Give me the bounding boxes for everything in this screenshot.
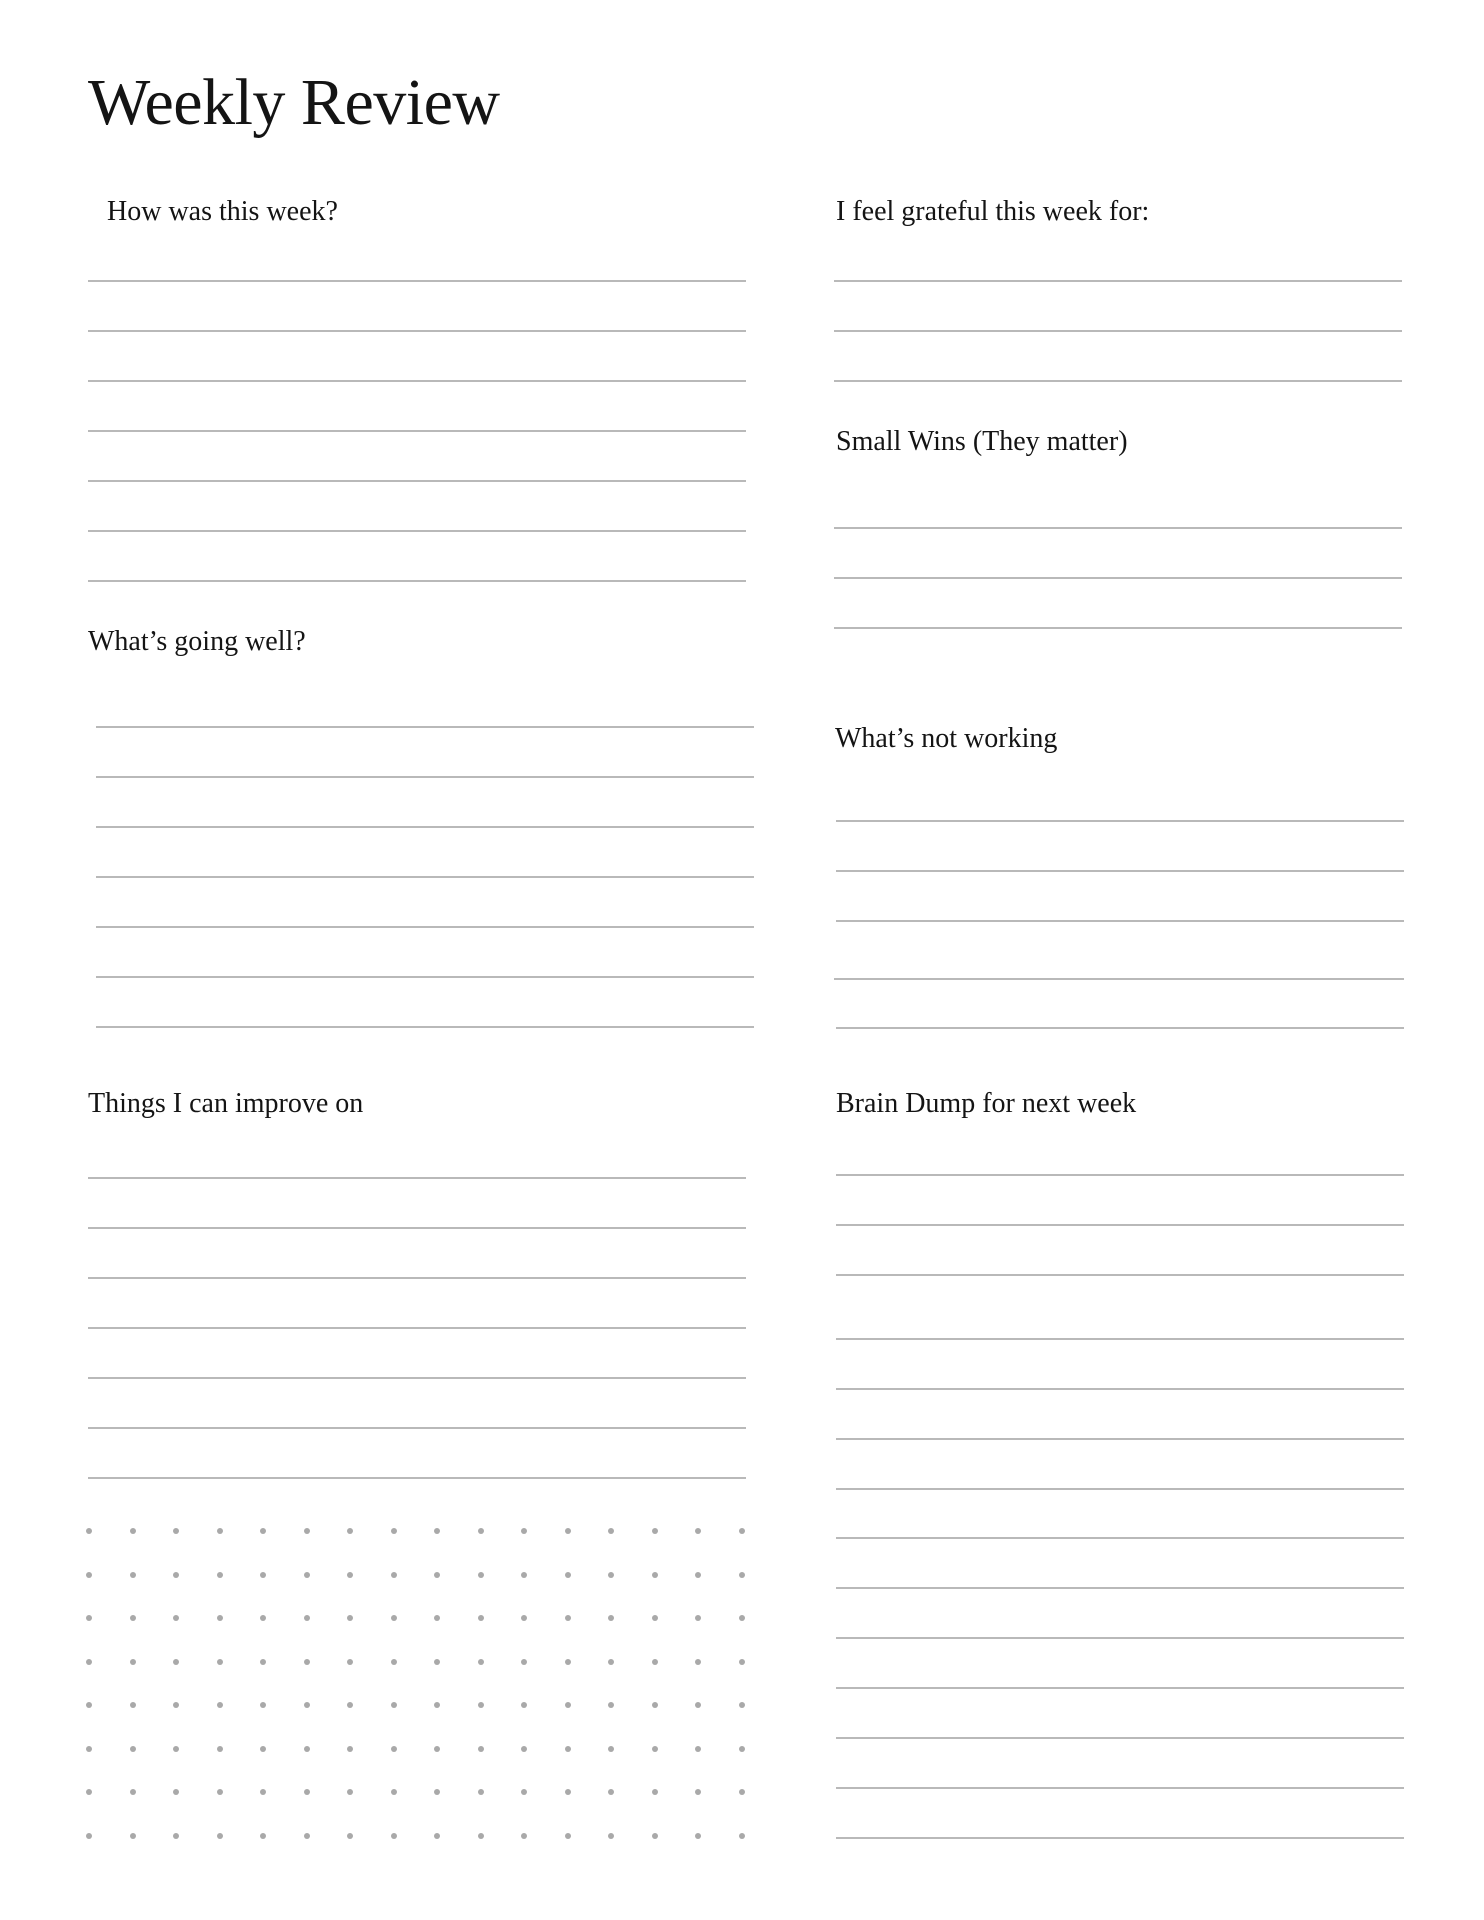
grid-dot <box>86 1833 92 1839</box>
grid-dot <box>739 1789 745 1795</box>
grid-dot <box>695 1572 701 1578</box>
heading-how-was-week: How was this week? <box>107 196 338 227</box>
writing-line <box>834 330 1402 332</box>
grid-dot <box>391 1746 397 1752</box>
writing-line <box>88 1277 746 1279</box>
grid-dot <box>695 1833 701 1839</box>
writing-line <box>834 577 1402 579</box>
writing-line <box>836 1737 1404 1739</box>
writing-line <box>836 1274 1404 1276</box>
grid-dot <box>652 1528 658 1534</box>
grid-dot <box>173 1702 179 1708</box>
grid-dot <box>565 1833 571 1839</box>
grid-dot <box>130 1702 136 1708</box>
dot-grid[interactable] <box>80 1512 760 1842</box>
grid-dot <box>478 1833 484 1839</box>
grid-dot <box>347 1528 353 1534</box>
grid-dot <box>695 1789 701 1795</box>
writing-line <box>88 380 746 382</box>
writing-line <box>88 480 746 482</box>
writing-line <box>836 1027 1404 1029</box>
grid-dot <box>478 1702 484 1708</box>
grid-dot <box>565 1746 571 1752</box>
grid-dot <box>434 1659 440 1665</box>
heading-improve: Things I can improve on <box>88 1088 364 1119</box>
writing-line <box>88 1427 746 1429</box>
heading-grateful: I feel grateful this week for: <box>836 196 1150 227</box>
grid-dot <box>86 1615 92 1621</box>
writing-line <box>834 280 1402 282</box>
grid-dot <box>695 1615 701 1621</box>
writing-line <box>836 1388 1404 1390</box>
grid-dot <box>347 1702 353 1708</box>
grid-dot <box>304 1833 310 1839</box>
writing-line <box>88 1227 746 1229</box>
grid-dot <box>478 1789 484 1795</box>
grid-dot <box>434 1528 440 1534</box>
grid-dot <box>565 1659 571 1665</box>
grid-dot <box>173 1746 179 1752</box>
grid-dot <box>130 1746 136 1752</box>
grid-dot <box>695 1702 701 1708</box>
grid-dot <box>217 1746 223 1752</box>
grid-dot <box>86 1702 92 1708</box>
grid-dot <box>347 1789 353 1795</box>
grid-dot <box>739 1572 745 1578</box>
writing-line <box>88 1477 746 1479</box>
writing-line <box>96 976 754 978</box>
grid-dot <box>86 1659 92 1665</box>
grid-dot <box>434 1702 440 1708</box>
writing-line <box>836 1338 1404 1340</box>
writing-line <box>96 926 754 928</box>
grid-dot <box>347 1659 353 1665</box>
grid-dot <box>478 1528 484 1534</box>
grid-dot <box>695 1659 701 1665</box>
grid-dot <box>391 1702 397 1708</box>
grid-dot <box>173 1833 179 1839</box>
grid-dot <box>434 1572 440 1578</box>
grid-dot <box>565 1789 571 1795</box>
heading-brain-dump: Brain Dump for next week <box>836 1088 1137 1119</box>
writing-line <box>836 870 1404 872</box>
grid-dot <box>173 1572 179 1578</box>
writing-line <box>88 1327 746 1329</box>
grid-dot <box>521 1528 527 1534</box>
writing-line <box>836 1537 1404 1539</box>
grid-dot <box>478 1615 484 1621</box>
grid-dot <box>217 1572 223 1578</box>
writing-line <box>96 826 754 828</box>
grid-dot <box>521 1789 527 1795</box>
grid-dot <box>173 1789 179 1795</box>
grid-dot <box>521 1746 527 1752</box>
grid-dot <box>695 1528 701 1534</box>
writing-line <box>88 1377 746 1379</box>
grid-dot <box>304 1746 310 1752</box>
writing-line <box>88 580 746 582</box>
grid-dot <box>347 1746 353 1752</box>
grid-dot <box>608 1702 614 1708</box>
grid-dot <box>739 1659 745 1665</box>
grid-dot <box>739 1615 745 1621</box>
grid-dot <box>652 1702 658 1708</box>
grid-dot <box>739 1528 745 1534</box>
grid-dot <box>217 1833 223 1839</box>
writing-line <box>88 330 746 332</box>
grid-dot <box>130 1833 136 1839</box>
grid-dot <box>652 1746 658 1752</box>
grid-dot <box>608 1615 614 1621</box>
grid-dot <box>86 1746 92 1752</box>
grid-dot <box>565 1702 571 1708</box>
grid-dot <box>391 1789 397 1795</box>
grid-dot <box>260 1615 266 1621</box>
writing-line <box>834 627 1402 629</box>
grid-dot <box>608 1528 614 1534</box>
writing-line <box>88 280 746 282</box>
grid-dot <box>434 1615 440 1621</box>
grid-dot <box>565 1615 571 1621</box>
writing-line <box>836 1224 1404 1226</box>
writing-line <box>836 1174 1404 1176</box>
grid-dot <box>130 1659 136 1665</box>
writing-line <box>836 1787 1404 1789</box>
grid-dot <box>347 1572 353 1578</box>
grid-dot <box>173 1615 179 1621</box>
grid-dot <box>217 1702 223 1708</box>
grid-dot <box>304 1528 310 1534</box>
grid-dot <box>521 1702 527 1708</box>
grid-dot <box>608 1789 614 1795</box>
grid-dot <box>391 1833 397 1839</box>
grid-dot <box>86 1572 92 1578</box>
grid-dot <box>608 1572 614 1578</box>
writing-line <box>834 380 1402 382</box>
grid-dot <box>565 1572 571 1578</box>
grid-dot <box>521 1833 527 1839</box>
writing-line <box>836 1837 1404 1839</box>
grid-dot <box>608 1833 614 1839</box>
grid-dot <box>130 1572 136 1578</box>
grid-dot <box>739 1702 745 1708</box>
grid-dot <box>130 1528 136 1534</box>
grid-dot <box>260 1746 266 1752</box>
grid-dot <box>608 1746 614 1752</box>
grid-dot <box>260 1659 266 1665</box>
grid-dot <box>304 1615 310 1621</box>
grid-dot <box>391 1572 397 1578</box>
writing-line <box>836 1637 1404 1639</box>
grid-dot <box>260 1528 266 1534</box>
grid-dot <box>86 1528 92 1534</box>
grid-dot <box>652 1572 658 1578</box>
grid-dot <box>652 1615 658 1621</box>
writing-line <box>96 1026 754 1028</box>
grid-dot <box>434 1833 440 1839</box>
grid-dot <box>130 1789 136 1795</box>
writing-line <box>96 726 754 728</box>
heading-small-wins: Small Wins (They matter) <box>836 426 1128 457</box>
grid-dot <box>217 1528 223 1534</box>
writing-line <box>88 530 746 532</box>
grid-dot <box>304 1659 310 1665</box>
grid-dot <box>695 1746 701 1752</box>
grid-dot <box>347 1833 353 1839</box>
grid-dot <box>565 1528 571 1534</box>
writing-line <box>836 1587 1404 1589</box>
grid-dot <box>260 1572 266 1578</box>
grid-dot <box>478 1659 484 1665</box>
writing-line <box>96 776 754 778</box>
grid-dot <box>217 1789 223 1795</box>
writing-line <box>836 1438 1404 1440</box>
grid-dot <box>652 1659 658 1665</box>
writing-line <box>88 1177 746 1179</box>
grid-dot <box>304 1702 310 1708</box>
grid-dot <box>304 1789 310 1795</box>
grid-dot <box>434 1789 440 1795</box>
writing-line <box>836 820 1404 822</box>
grid-dot <box>304 1572 310 1578</box>
grid-dot <box>478 1572 484 1578</box>
grid-dot <box>173 1659 179 1665</box>
writing-line <box>836 1488 1404 1490</box>
grid-dot <box>652 1789 658 1795</box>
grid-dot <box>391 1528 397 1534</box>
grid-dot <box>260 1833 266 1839</box>
grid-dot <box>521 1572 527 1578</box>
grid-dot <box>86 1789 92 1795</box>
grid-dot <box>434 1746 440 1752</box>
heading-going-well: What’s going well? <box>88 626 306 657</box>
grid-dot <box>217 1615 223 1621</box>
grid-dot <box>347 1615 353 1621</box>
grid-dot <box>391 1659 397 1665</box>
grid-dot <box>260 1702 266 1708</box>
writing-line <box>88 430 746 432</box>
grid-dot <box>608 1659 614 1665</box>
grid-dot <box>521 1659 527 1665</box>
heading-not-working: What’s not working <box>835 723 1058 754</box>
grid-dot <box>130 1615 136 1621</box>
grid-dot <box>478 1746 484 1752</box>
grid-dot <box>521 1615 527 1621</box>
grid-dot <box>739 1833 745 1839</box>
grid-dot <box>739 1746 745 1752</box>
writing-line <box>834 978 1404 980</box>
writing-line <box>96 876 754 878</box>
writing-line <box>834 527 1402 529</box>
grid-dot <box>173 1528 179 1534</box>
writing-line <box>836 1687 1404 1689</box>
grid-dot <box>652 1833 658 1839</box>
grid-dot <box>260 1789 266 1795</box>
grid-dot <box>391 1615 397 1621</box>
page-title: Weekly Review <box>88 66 500 139</box>
grid-dot <box>217 1659 223 1665</box>
writing-line <box>836 920 1404 922</box>
